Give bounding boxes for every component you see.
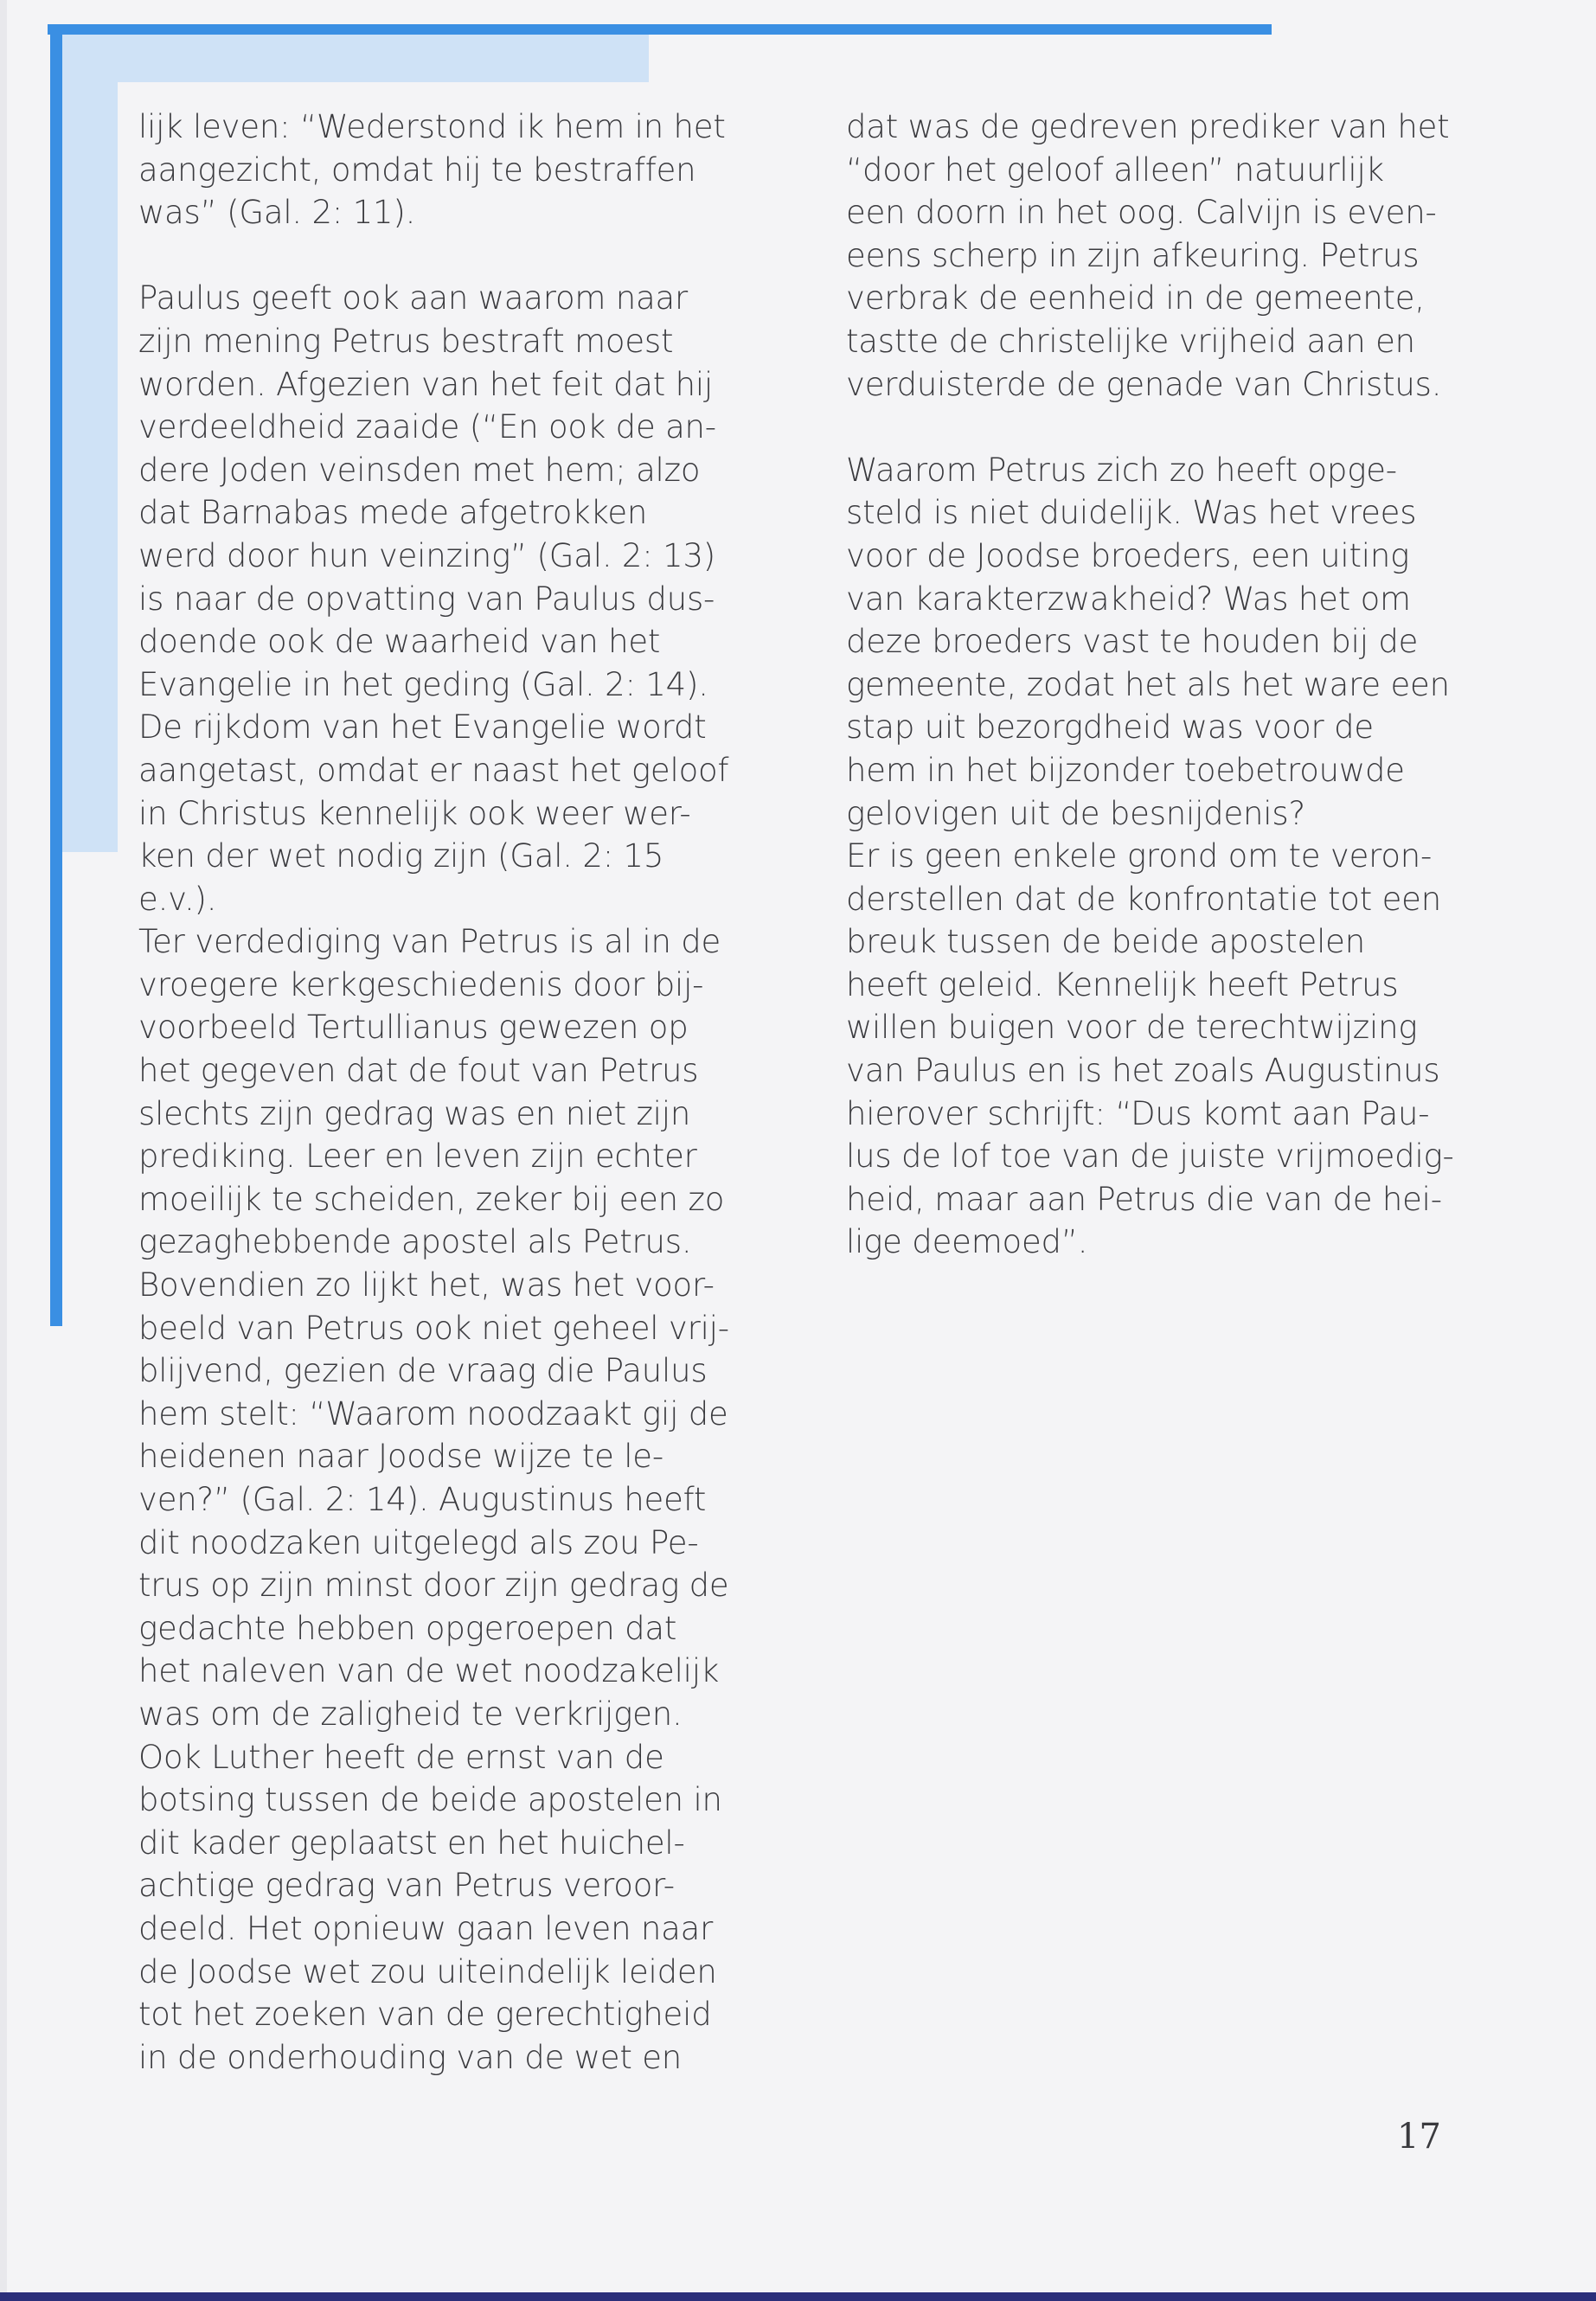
decorative-left-bar (50, 24, 62, 1326)
page-bottom-edge (0, 2292, 1596, 2301)
body-text-left-column: lijk leven: “Wederstond ik hem in het aangezicht, omdat hij te bestraffen was” (Gal. 2: 11). Paulus geeft ook aan waarom naar zijn mening Petrus bestraft moest worden. Afgezien van het feit dat hij verdeeldheid zaaide (“En ook de an- dere Joden veinsden met hem; alzo dat Barnabas mede afgetrokken werd door hun veinzing” (Gal. 2: 13) is naar de opvatting van Paulus dus- doende ook de waarheid van het Evangelie in het geding (Gal. 2: 14). De rijkdom van het Evangelie wordt aangetast, omdat er naast het geloof in Christus kennelijk ook weer wer- ken der wet nodig zijn (Gal. 2: 15 e.v.). Ter verdediging van Petrus is al in de vroegere kerkgeschiedenis door bij- voorbeeld Tertullianus gewezen op het gegeven dat de fout van Petrus slechts zijn gedrag was en niet zijn prediking. Leer en leven zijn echter moeilijk te scheiden, zeker bij een zo gezaghebbende apostel als Petrus. Bovendien zo lijkt het, was het voor- beeld van Petrus ook niet geheel vrij- blijvend, gezien de vraag die Paulus hem stelt: “Waarom noodzaakt gij de heidenen naar Joodse wijze te le- ven?” (Gal. 2: 14). Augustinus heeft dit noodzaken uitgelegd als zou Pe- trus op zijn minst door zijn gedrag de gedachte hebben opgeroepen dat het naleven van de wet noodzakelijk was om de zaligheid te verkrijgen. Ook Luther heeft de ernst van de botsing tussen de beide apostelen in dit kader geplaatst en het huichel- achtige gedrag van Petrus veroor- deeld. Het opnieuw gaan leven naar de Joodse wet zou uiteindelijk leiden tot het zoeken van de gerechtigheid in de onderhouding van de wet en (138, 108, 729, 2076)
page-left-edge (0, 0, 7, 2301)
decorative-light-band-horizontal (62, 35, 649, 82)
page-number: 17 (1397, 2117, 1441, 2157)
decorative-top-bar (48, 24, 1272, 35)
body-text-right-column: dat was de gedreven prediker van het “door het geloof alleen” natuurlijk een doorn in het oog. Calvijn is even- eens scherp in zijn afkeuring. Petrus verbrak de eenheid in de gemeente, tastte de christelijke vrijheid aan en verduisterde de genade van Christus. Waarom Petrus zich zo heeft opge- steld is niet duidelijk. Was het vrees voor de Joodse broeders, een uiting van karakterzwakheid? Was het om deze broeders vast te houden bij de gemeente, zodat het als het ware een stap uit bezorgdheid was voor de hem in het bijzonder toebetrouwde gelovigen uit de besnijdenis? Er is geen enkele grond om te veron- derstellen dat de konfrontatie tot een breuk tussen de beide apostelen heeft geleid. Kennelijk heeft Petrus willen buigen voor de terechtwijzing van Paulus en is het zoals Augustinus hierover schrijft: “Dus komt aan Pau- lus de lof toe van de juiste vrijmoedig- heid, maar aan Petrus die van de hei- lige deemoed”. (846, 108, 1454, 1261)
decorative-light-band-vertical (62, 35, 118, 852)
